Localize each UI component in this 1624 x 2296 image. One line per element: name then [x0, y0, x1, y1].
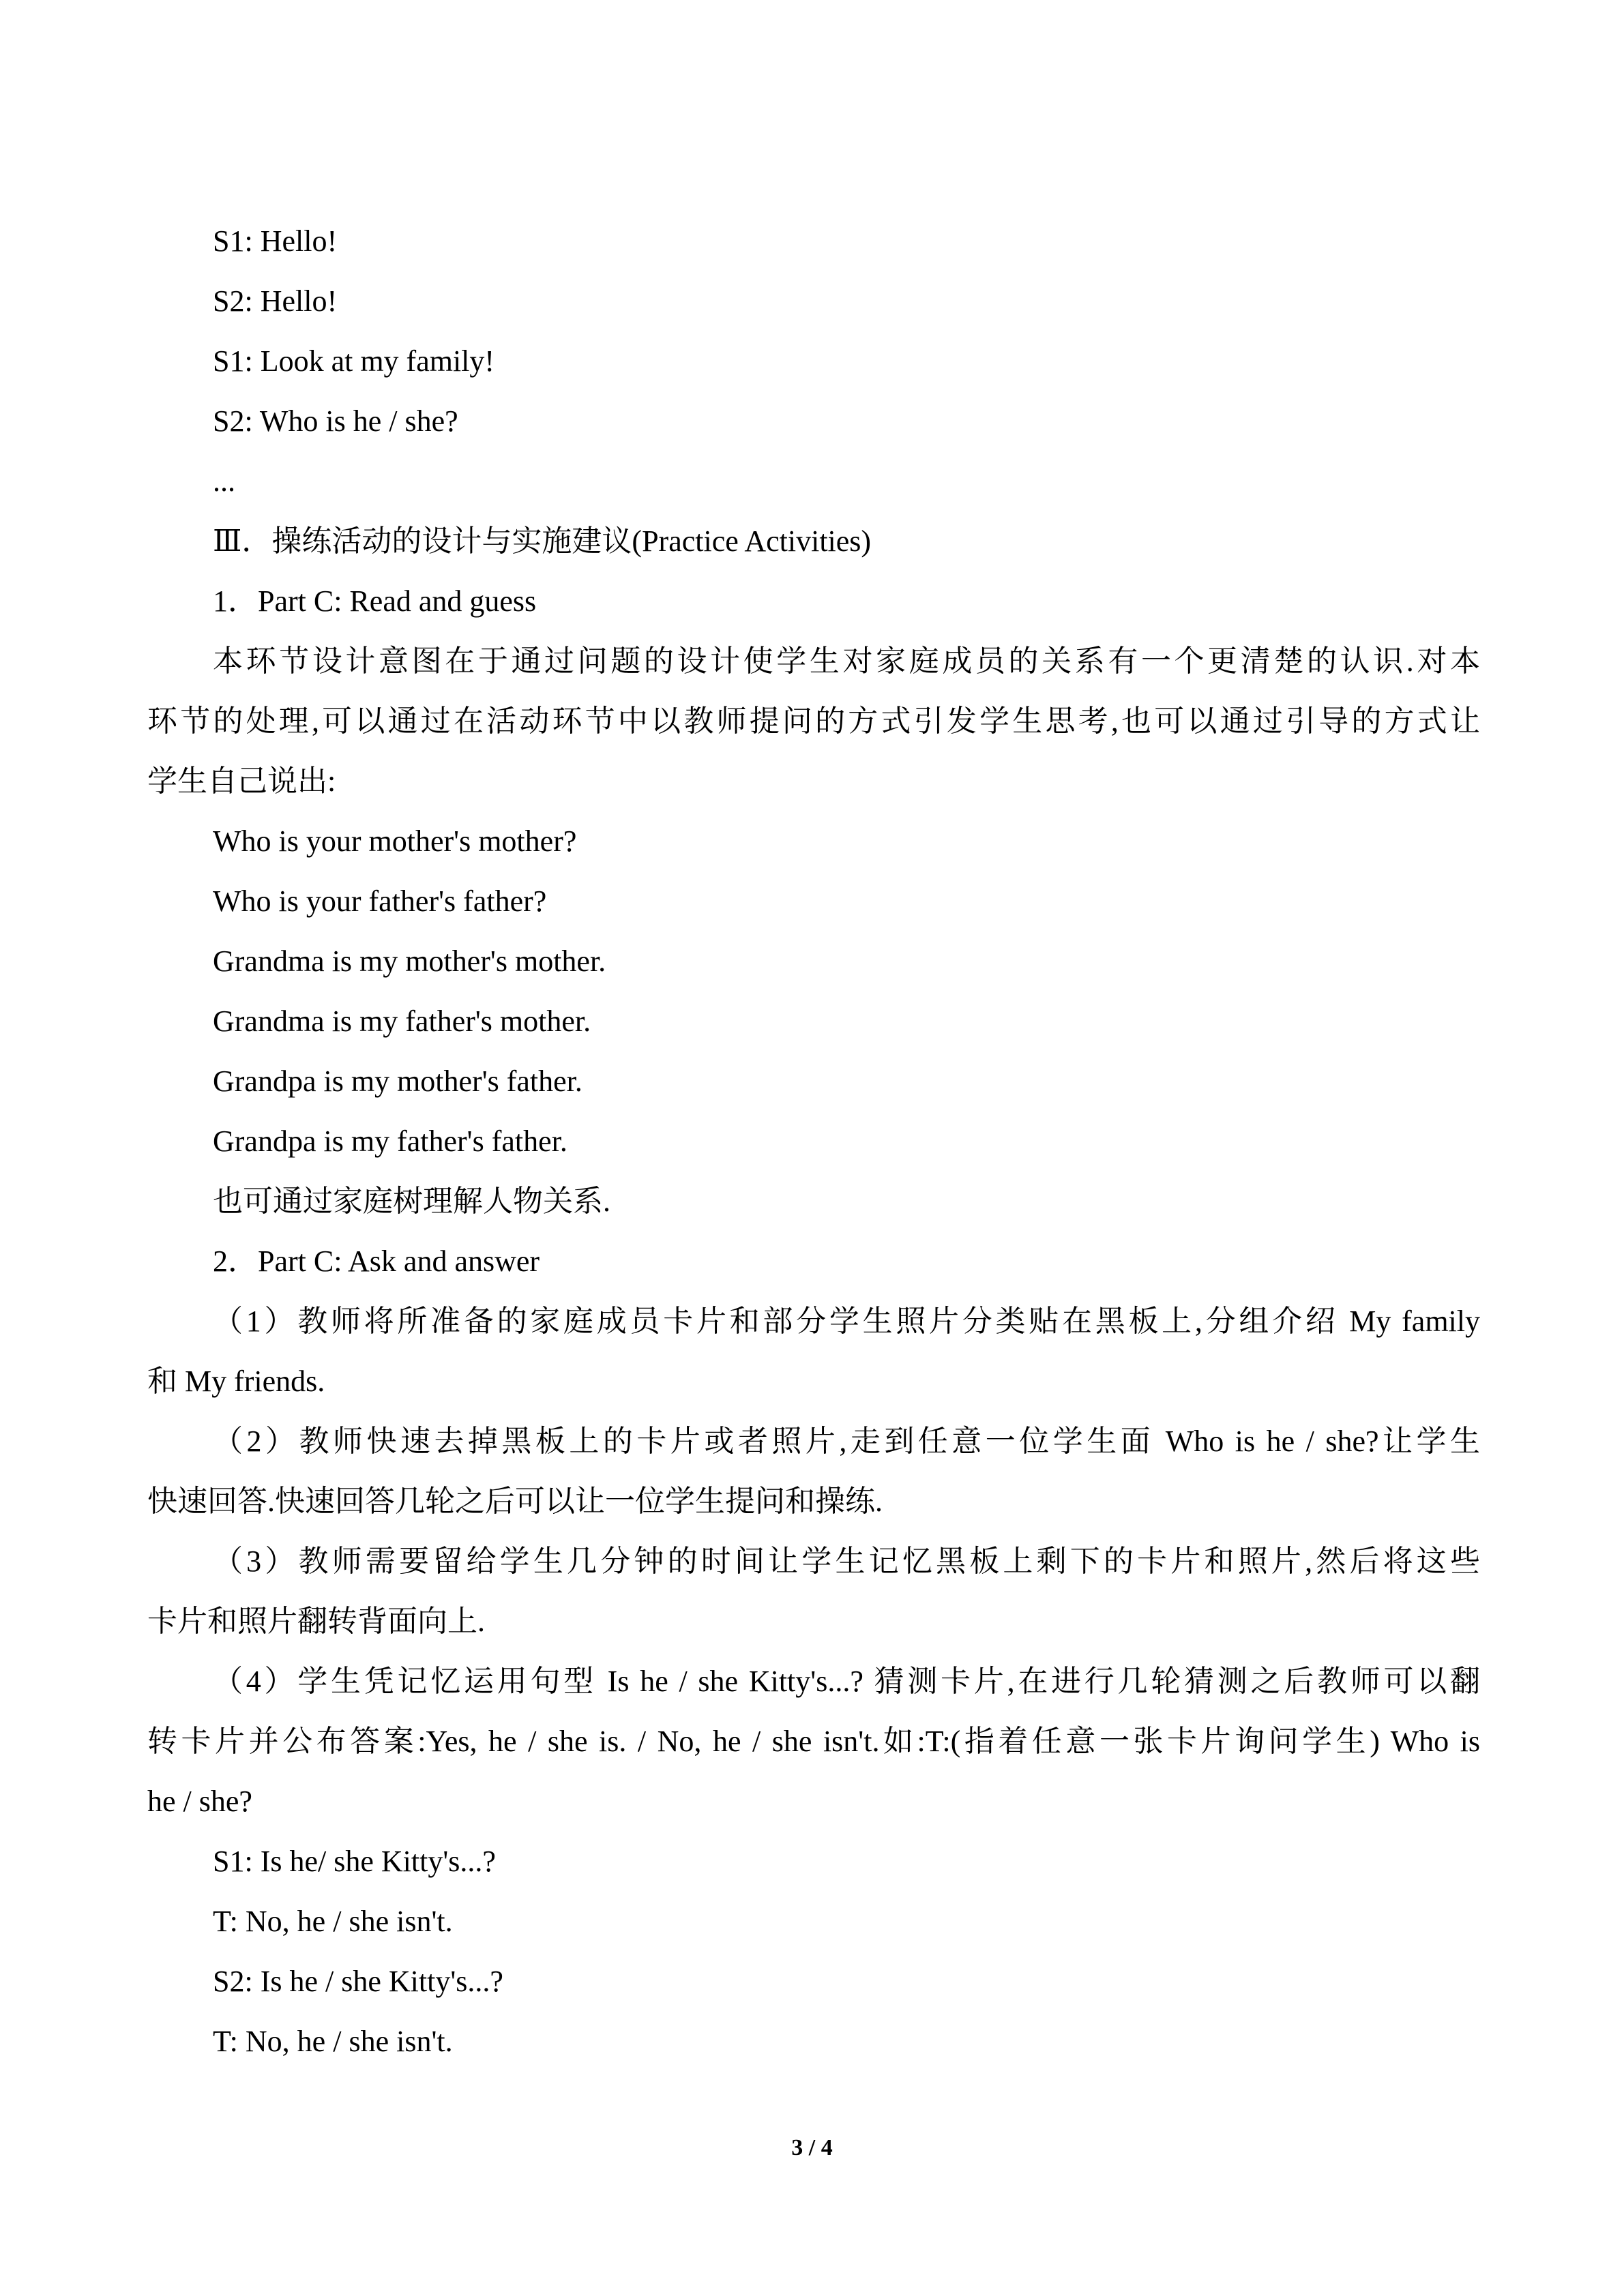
text-line: ...	[213, 464, 235, 498]
text-line: S2: Is he / she Kitty's...?	[213, 1965, 503, 1998]
text-line: 本环节设计意图在于通过问题的设计使学生对家庭成员的关系有一个更清楚的认识.对本	[213, 644, 1480, 678]
page-number: 3 / 4	[791, 2135, 833, 2160]
text-line: 卡片和照片翻转背面向上.	[147, 1605, 485, 1638]
text-line: T: No, he / she isn't.	[213, 2025, 453, 2058]
text-line: Who is your mother's mother?	[213, 824, 577, 858]
text-line: S1: Is he/ she Kitty's...?	[213, 1845, 496, 1878]
text-line: Grandpa is my mother's father.	[213, 1064, 582, 1098]
text-line: 快速回答.快速回答几轮之后可以让一位学生提问和操练.	[147, 1485, 883, 1518]
text-line: 学生自己说出:	[147, 764, 336, 798]
text-line: （2）教师快速去掉黑板上的卡片或者照片,走到任意一位学生面 Who is he / she?让学生	[213, 1425, 1480, 1458]
text-line: S1: Look at my family!	[213, 344, 495, 378]
text-line: S1: Hello!	[213, 224, 338, 258]
text-line: Grandpa is my father's father.	[213, 1124, 567, 1158]
text-line: 1．Part C: Read and guess	[213, 584, 537, 618]
text-line: （3）教师需要留给学生几分钟的时间让学生记忆黑板上剩下的卡片和照片,然后将这些	[213, 1545, 1480, 1578]
text-line: （4）学生凭记忆运用句型 Is he / she Kitty's...? 猜测卡片,在进行几轮猜测之后教师可以翻	[213, 1665, 1480, 1698]
text-line: Ⅲ．操练活动的设计与实施建议(Practice Activities)	[213, 524, 872, 558]
text-line: S2: Who is he / she?	[213, 404, 458, 438]
text-line: 也可通过家庭树理解人物关系.	[213, 1184, 610, 1218]
text-line: 转卡片并公布答案:Yes, he / she is. / No, he / she isn't.如:T:(指着任意一张卡片询问学生) Who is	[147, 1725, 1480, 1758]
body-text	[147, 211, 1480, 2072]
text-line: Who is your father's father?	[213, 884, 547, 918]
text-line: 和 My friends.	[147, 1365, 325, 1398]
text-line: T: No, he / she isn't.	[213, 1905, 453, 1938]
text-line: S2: Hello!	[213, 284, 338, 318]
text-line: 环节的处理,可以通过在活动环节中以教师提问的方式引发学生思考,也可以通过引导的方式让	[147, 704, 1480, 738]
text-line: he / she?	[147, 1785, 252, 1818]
text-line: （1）教师将所准备的家庭成员卡片和部分学生照片分类贴在黑板上,分组介绍 My family	[213, 1304, 1480, 1338]
text-line: Grandma is my father's mother.	[213, 1004, 591, 1038]
text-line: 2．Part C: Ask and answer	[213, 1244, 540, 1278]
text-line: Grandma is my mother's mother.	[213, 944, 606, 978]
